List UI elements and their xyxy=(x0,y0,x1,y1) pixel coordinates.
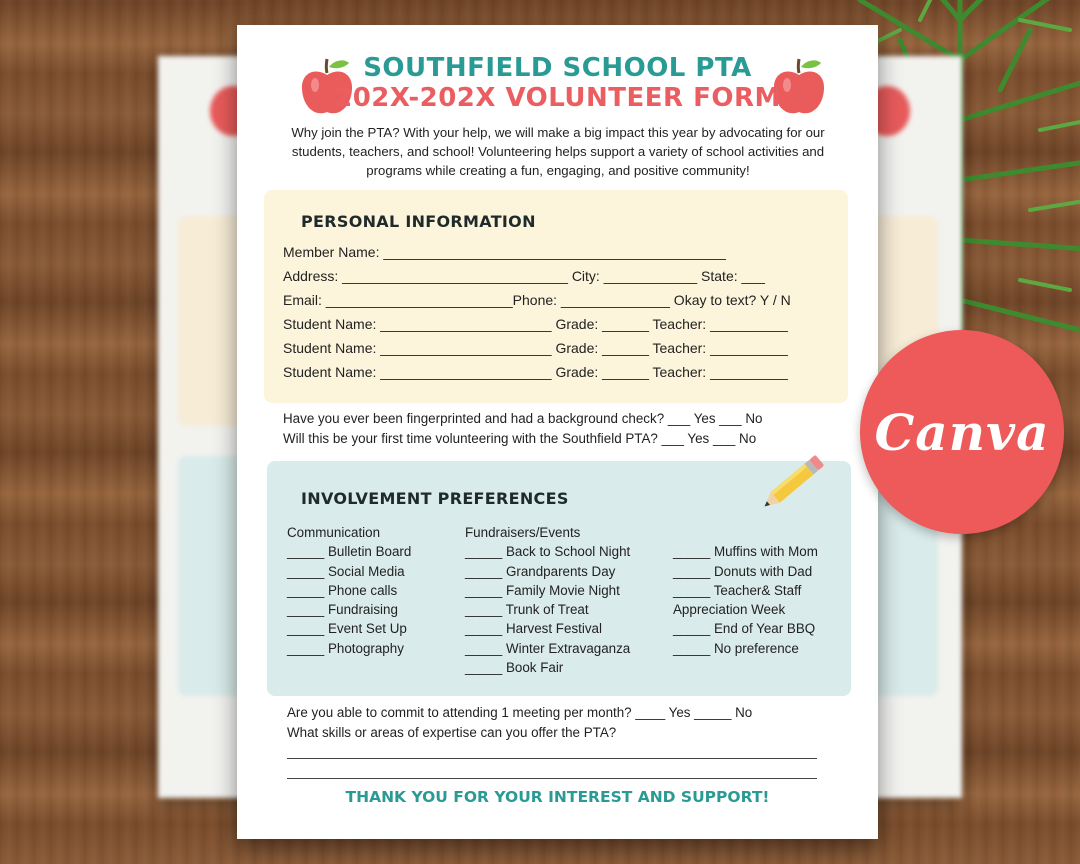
background-check-question[interactable]: Have you ever been fingerprinted and had a background check? ___ Yes ___ No xyxy=(283,411,763,426)
canva-logo-text: Canva xyxy=(874,402,1050,462)
preference-option[interactable]: _____ Event Set Up xyxy=(287,621,407,637)
student-field[interactable]: Student Name: ______________________ Grade: ______ Teacher: __________ xyxy=(283,340,788,356)
address-field[interactable]: Address: _____________________________ City: ____________ State: ___ xyxy=(283,268,765,284)
pencil-icon xyxy=(761,445,831,515)
preference-option[interactable]: _____ Donuts with Dad xyxy=(673,563,813,579)
preference-option[interactable]: _____ Fundraising xyxy=(287,602,398,618)
contact-field[interactable]: Email: ________________________Phone: ______________ Okay to text? Y / N xyxy=(283,292,791,308)
preference-option[interactable]: _____ End of Year BBQ xyxy=(673,621,816,637)
preference-option[interactable]: _____ Harvest Festival xyxy=(465,621,602,637)
preference-option[interactable]: _____ Bulletin Board xyxy=(287,544,412,560)
preference-option[interactable]: _____ Social Media xyxy=(287,563,405,579)
personal-information-heading: PERSONAL INFORMATION xyxy=(301,212,536,231)
column-heading: Fundraisers/Events xyxy=(465,525,581,540)
preference-option[interactable]: _____ Photography xyxy=(287,640,404,656)
form-subtitle: 202X-202X VOLUNTEER FORM xyxy=(334,83,781,113)
preference-option[interactable]: _____ Book Fair xyxy=(465,660,564,676)
canva-badge xyxy=(860,330,1064,534)
fundraisers-events-column xyxy=(465,523,630,677)
meeting-commitment-question[interactable]: Are you able to commit to attending 1 meeting per month? ____ Yes _____ No xyxy=(287,705,753,720)
involvement-preferences-heading: INVOLVEMENT PREFERENCES xyxy=(301,489,569,508)
first-time-question[interactable]: Will this be your first time volunteering with the Southfield PTA? ___ Yes ___ No xyxy=(283,431,757,446)
member-name-field[interactable]: Member Name: ____________________________________________ xyxy=(283,244,726,260)
column-heading xyxy=(673,523,818,542)
column-heading: Communication xyxy=(287,525,381,540)
preference-option[interactable]: _____ Phone calls xyxy=(287,582,398,598)
student-field[interactable]: Student Name: ______________________ Grade: ______ Teacher: __________ xyxy=(283,364,788,380)
answer-line[interactable] xyxy=(287,778,817,779)
preference-option[interactable]: _____ Back to School Night xyxy=(465,544,631,560)
preference-option[interactable]: _____ Teacher& Staff xyxy=(673,582,802,598)
preference-option[interactable]: _____ Family Movie Night xyxy=(465,582,620,598)
preference-option[interactable]: _____ Grandparents Day xyxy=(465,563,616,579)
communication-column xyxy=(287,523,411,658)
events-column-2 xyxy=(673,523,818,658)
form-title: SOUTHFIELD SCHOOL PTA xyxy=(363,53,752,83)
preference-option-continued: Appreciation Week xyxy=(673,602,786,618)
preference-option[interactable]: _____ No preference xyxy=(673,640,799,656)
skills-question: What skills or areas of expertise can you offer the PTA? xyxy=(287,725,617,740)
student-field[interactable]: Student Name: ______________________ Grade: ______ Teacher: __________ xyxy=(283,316,788,332)
preference-option[interactable]: _____ Trunk of Treat xyxy=(465,602,589,618)
volunteer-form-page xyxy=(237,25,878,839)
preference-option[interactable]: _____ Muffins with Mom xyxy=(673,544,818,560)
preference-option[interactable]: _____ Winter Extravaganza xyxy=(465,640,631,656)
intro-paragraph: Why join the PTA? With your help, we will make a big impact this year by advocating for our students, teachers, and school! Volunteering helps support a variety of school activities and programs while creating a fun, engaging, and positive community! xyxy=(291,125,825,178)
thank-you-message: THANK YOU FOR YOUR INTEREST AND SUPPORT! xyxy=(345,788,770,806)
answer-line[interactable] xyxy=(287,758,817,759)
